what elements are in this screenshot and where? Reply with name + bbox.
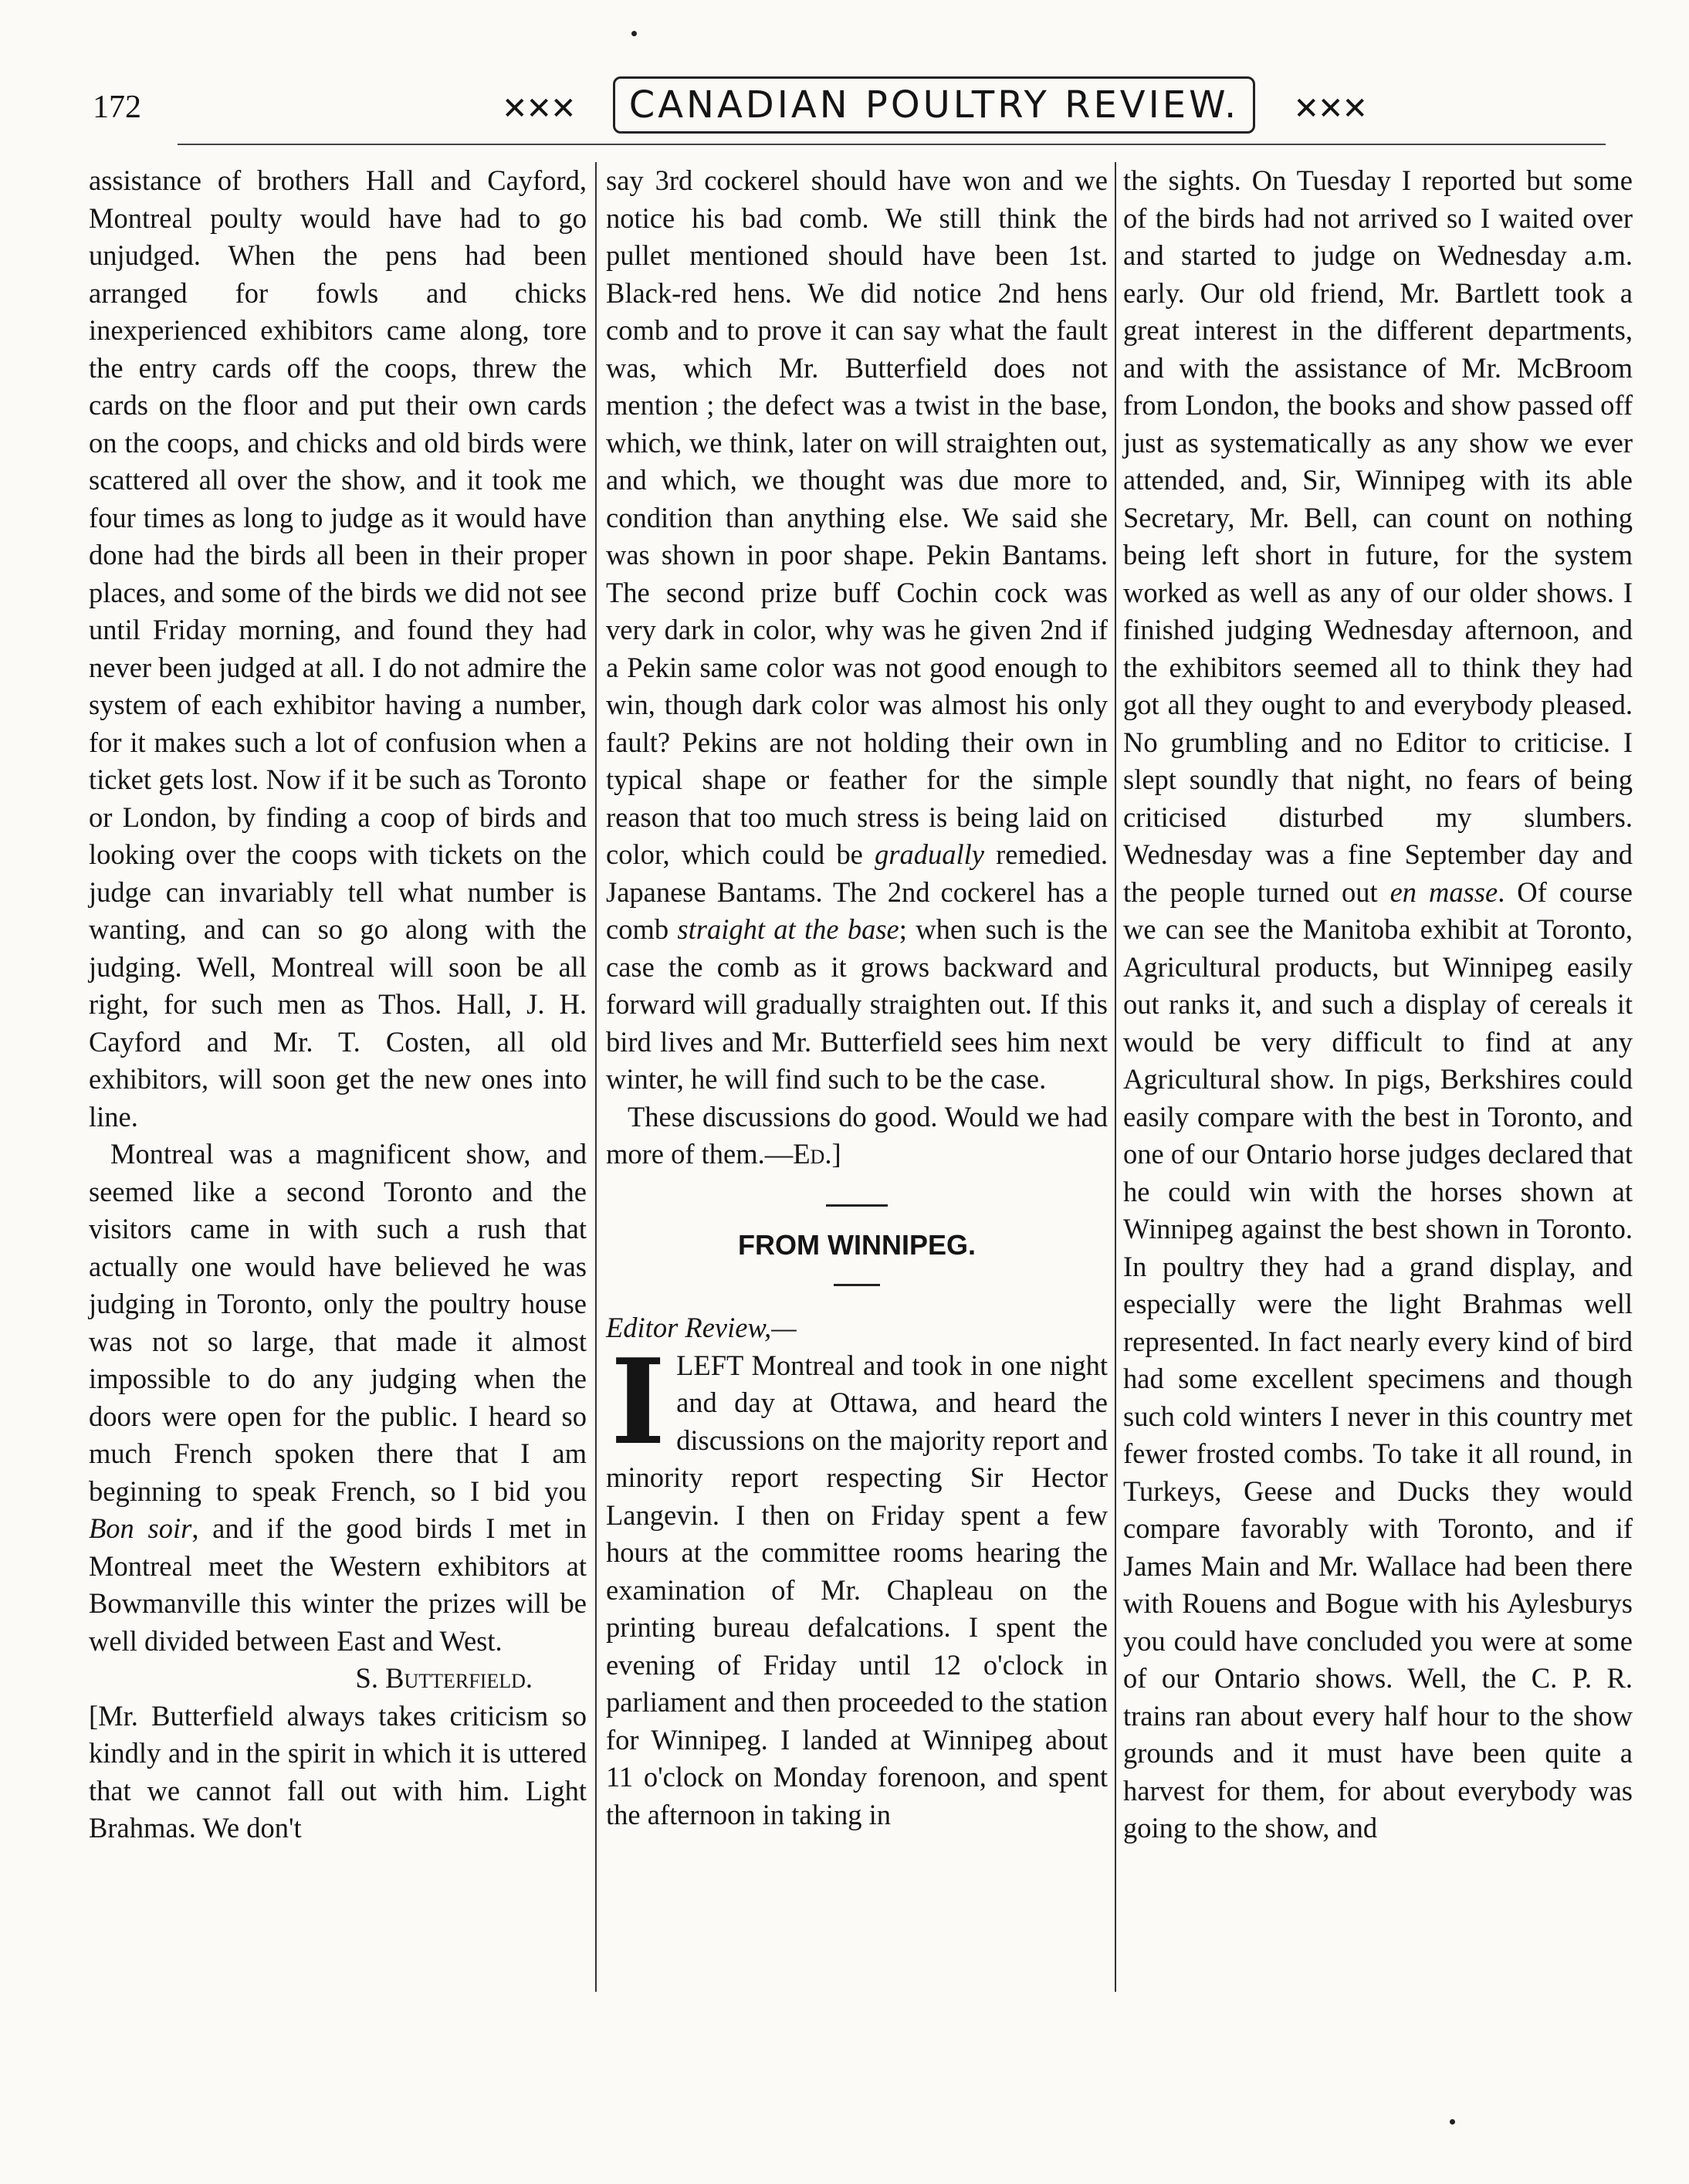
paragraph: ILEFT Montreal and took in one night and day at Ottawa, and heard the discussions on the majority report and minority report respecting Sir Hector Langevin. I then on Friday spent a few hours at the committee rooms hearing the examination of Mr. Chapleau on the printing bureau defalcations. I spent the evening of Friday until 12 o'clock in parliament and then proceeded to the station for Winnipeg. I landed at Winnipeg about 11 o'clock on Monday forenoon, and spent the afternoon in taking in — [606, 1332, 1108, 1830]
section-heading: FROM WINNIPEG. — [738, 1228, 976, 1261]
emphasis: Bon soir — [89, 1512, 192, 1544]
column-1 — [89, 162, 587, 1847]
signature: S. Butterfield. — [355, 1662, 533, 1694]
column-divider — [1115, 162, 1116, 1992]
paragraph: assistance of brothers Hall and Cayford, Montreal poulty would have had to go unjudged. When the pens had been arranged for fowls and chicks inexperienced exhibitors came along, tore the entry cards off the coops, threw the cards on the floor and put their own cards on the coops, and chicks and old birds were scattered all over the show, and it took me four times as long to judge as it would have done had the birds all been in their proper places, and some of the birds we did not see until Friday morning, and found they had never been judged at all. I do not admire the system of each exhibitor having a number, for it makes such a lot of confusion when a ticket gets lost. Now if it be such as Toronto or London, by finding a coop of birds and looking over the coops with tickets on the judge can invariably tell what number is wanting, and can so go along with the judging. Well, Montreal will soon be all right, for such men as Thos. Hall, J. H. Cayford and Mr. T. Costen, all old exhibitors, will soon get the new ones into line. — [89, 164, 587, 1133]
paragraph: say 3rd cockerel should have won and we notice his bad comb. We still think the pullet mentioned should have been 1st. Black-red hens. We did notice 2nd hens comb and to prove it can say what the fault was, which Mr. Butterfield does not mention ; the defect was a twist in the base, which, we think, later on will straighten out, and which, we thought was due more to condition than anything else. We said she was shown in poor shape. Pekin Bantams. The second prize buff Cochin cock was very dark in color, why was he given 2nd if a Pekin same color was not good enough to win, though dark color was almost his only fault? Pekins are not holding their own in typical shape or feather for the simple reason that too much stress is being laid on color, which could be gradually remedied. Japanese Bantams. The 2nd cockerel has a comb straight at the base; when such is the case the comb as it grows backward and forward will gradually straighten out. If this bird lives and Mr. Butterfield sees him next winter, he will find such to be the case. — [606, 164, 1109, 1095]
masthead — [502, 76, 1366, 135]
header-rule — [178, 144, 1606, 145]
column-2 — [606, 162, 1108, 1834]
section-rule — [826, 1204, 888, 1207]
emphasis: gradually — [875, 838, 984, 870]
section-rule — [834, 1284, 880, 1286]
editor-initials: Ed. — [793, 1138, 832, 1170]
paragraph: These discussions do good. Would we had more of them.—Ed.] — [606, 1100, 1108, 1170]
column-3 — [1123, 162, 1633, 1847]
page-header — [85, 73, 1629, 135]
masthead-title: CANADIAN POULTRY REVIEW. — [613, 76, 1256, 134]
paragraph: Montreal was a magnificent show, and seemed like a second Toronto and the visitors came in with such a rush that actually one would have believed he was judging in Toronto, only the poultry house was not so large, that made it almost impossible to do any judging when the doors were open for the public. I heard so much French spoken there that I am beginning to speak French, so I bid you Bon soir, and if the good birds I met in Montreal meet the Western exhibitors at Bowmanville this winter the prizes will be well divided between East and West. — [89, 1138, 587, 1657]
speck — [631, 31, 637, 36]
page-number: 172 — [93, 90, 141, 125]
salutation: Editor Review,— — [606, 1312, 797, 1343]
emphasis: en masse — [1389, 875, 1498, 908]
speck — [1450, 2119, 1455, 2125]
paragraph: the sights. On Tuesday I reported but some of the birds had not arrived so I waited over and started to judge on Wednesday a.m. early. Our old friend, Mr. Bartlett took a great interest in the different departments, and with the assistance of Mr. McBroom from London, the books and show passed off just as systematically as any show we ever attended, and, Sir, Winnipeg with its able Secretary, Mr. Bell, can count on nothing being left short in future, for the system worked as well as any of our older shows. I finished judging Wednesday afternoon, and the exhibitors seemed all to think they had got all they ought to and everybody pleased. No grumbling and no Editor to criticise. I slept soundly that night, no fears of being criticised disturbed my slumbers. Wednesday was a fine September day and the people turned out en masse. Of course we can see the Manitoba exhibit at Toronto, Agricultural products, but Winnipeg easily out ranks it, and such a display of cereals it would be very difficult to find at any Agricultural show. In pigs, Berkshires could easily compare with the best in Toronto, and one of our Ontario horse judges declared that he could win with the horses shown at Winnipeg against the best shown in Toronto. In poultry they had a grand display, and especially were the light Brahmas well represented. In fact nearly every kind of bird had some excellent specimens and though such cold winters I never in this country met fewer frosted combs. To take it all round, in Turkeys, Geese and Ducks they would compare favorably with Toronto, and if James Main and Mr. Wallace had been there with Rouens and Bogue with his Aylesburys you could have concluded you were at some of our Ontario shows. Well, the C. P. R. trains ran about every half hour to the show grounds and it must have been quite a harvest for them, for about everybody was going to the show, and — [1123, 164, 1633, 1844]
ornament-left-icon: ✕✕✕ — [502, 91, 575, 126]
drop-cap: I — [611, 1332, 666, 1471]
ornament-right-icon: ✕✕✕ — [1293, 91, 1366, 126]
column-divider — [595, 162, 597, 1992]
paragraph: [Mr. Butterfield always takes criticism so kindly and in the spirit in which it is uttered that we cannot fall out with him. Light Brahmas. We don't — [89, 1699, 587, 1844]
emphasis: straight at the base — [677, 913, 899, 945]
